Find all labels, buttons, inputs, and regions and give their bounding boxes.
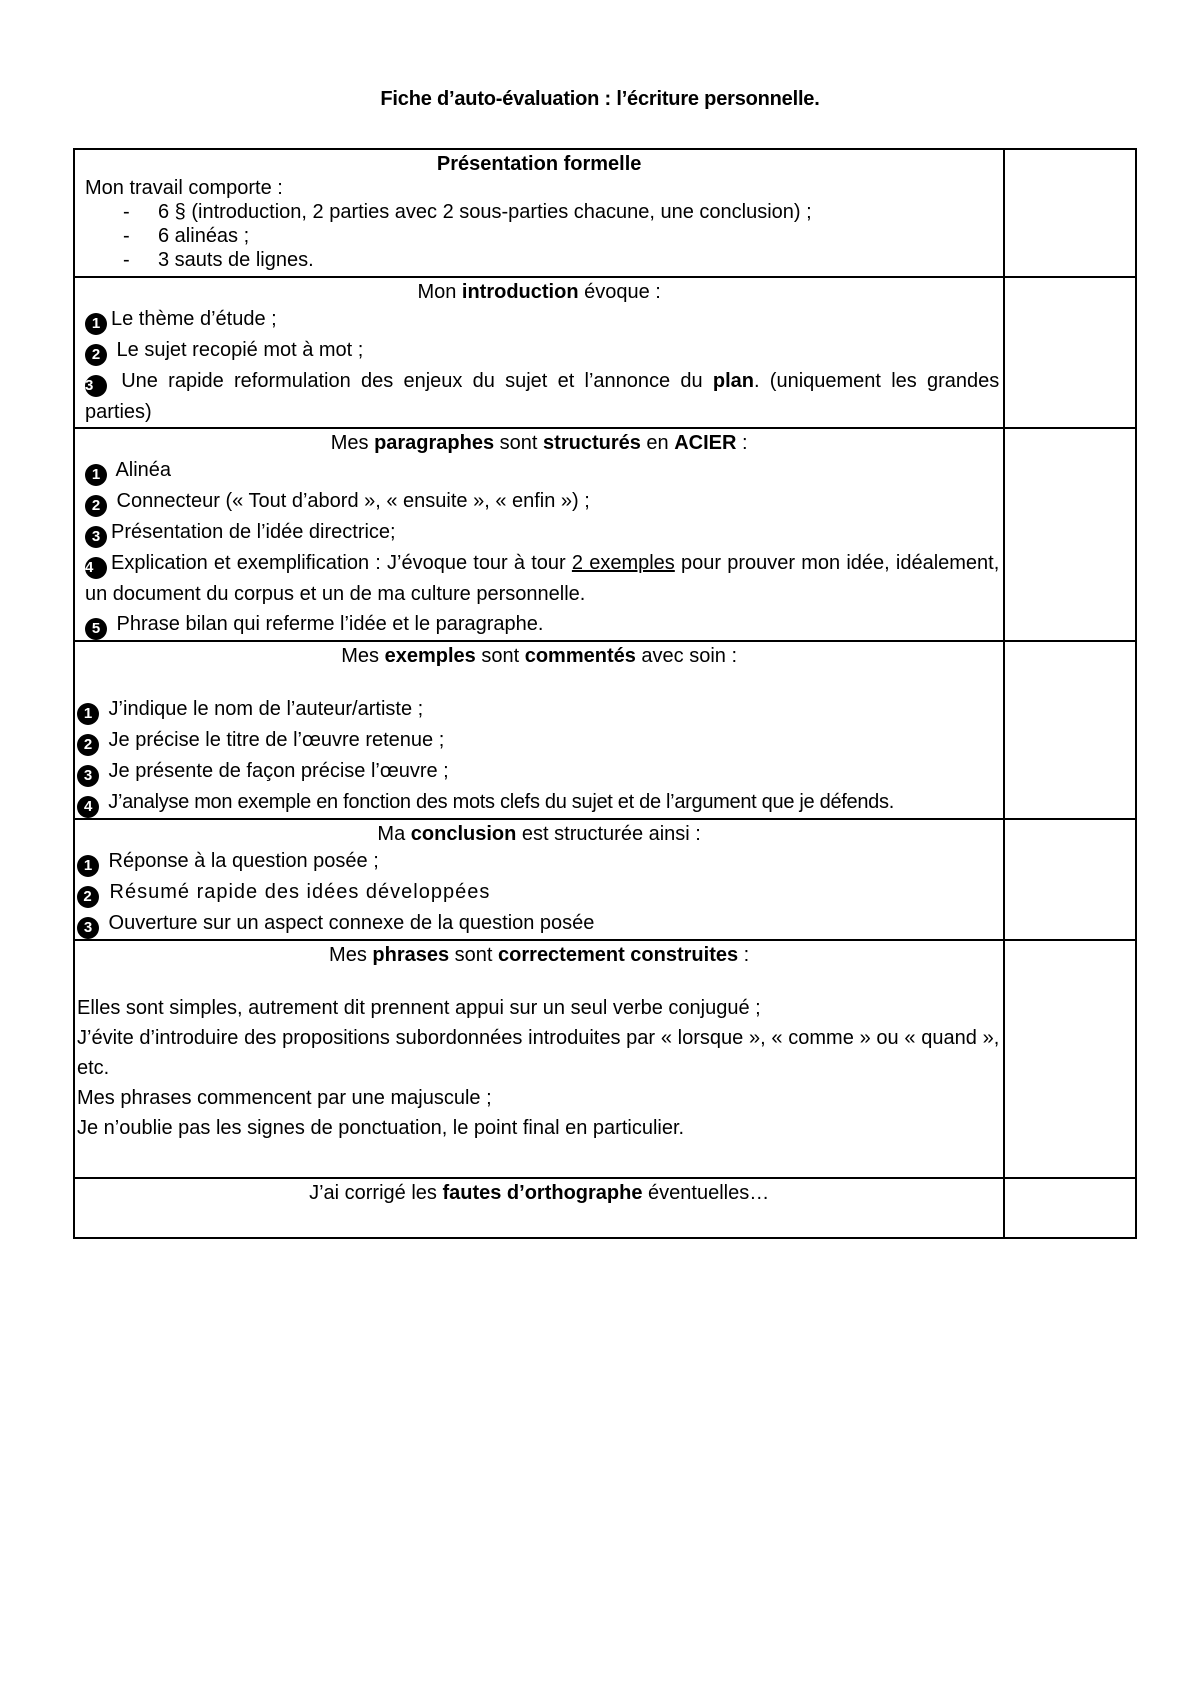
number-2-icon: 2 [85,344,107,366]
list-item: 1 Alinéa [75,455,1003,486]
table-row-examples [74,641,1136,819]
number-2-icon: 2 [77,734,99,756]
list-item: 1 Réponse à la question posée ; [75,846,1003,877]
list-item: 4 Explication et exemplification : J’évoque tour à tour 2 exemples pour prouver mon idée, idéalement, un document du corpus et un de ma culture personnelle. [85,552,1000,605]
section-heading-conclusion: Ma conclusion est structurée ainsi : [377,823,701,845]
number-3-icon: 3 [77,765,99,787]
section-heading-introduction: Mon introduction évoque : [417,281,661,303]
table-row-paragraphs [74,428,1136,641]
list-item: - 3 sauts de lignes. [123,249,314,271]
number-4-icon: 4 [77,796,99,818]
checkbox-cell-introduction[interactable] [1004,277,1136,428]
number-1-icon: 1 [85,464,107,486]
table-row-sentences [74,940,1136,1178]
table-row-presentation [74,149,1136,277]
list-item: 3 Présentation de l’idée directrice; [75,517,1003,548]
list-item: Mes phrases commencent par une majuscule ; [77,1087,492,1109]
section-heading-examples: Mes exemples sont commentés avec soin : [341,645,738,667]
section-heading-paragraphs: Mes paragraphes sont structurés en ACIER : [330,432,748,454]
list-item: 2 Connecteur (« Tout d’abord », « ensuite », « enfin ») ; [75,486,1003,517]
checkbox-cell-examples[interactable] [1004,641,1136,819]
sentences-cell [74,940,1004,1178]
list-item: J’évite d’introduire des propositions subordonnées introduites par « lorsque », « comme » ou « quand », etc. [77,1027,1000,1079]
table-row-conclusion [74,819,1136,940]
list-item: - 6 § (introduction, 2 parties avec 2 sous-parties chacune, une conclusion) ; [123,201,812,223]
spelling-cell [74,1178,1004,1238]
table-row-spelling [74,1178,1136,1238]
number-3-icon: 3 [85,526,107,548]
number-4-icon: 4 [85,557,107,579]
list-item: 4 J’analyse mon exemple en fonction des mots clefs du sujet et de l’argument que je défends. [75,787,1003,818]
number-3-icon: 3 [85,375,107,397]
number-2-icon: 2 [77,886,99,908]
checkbox-cell-paragraphs[interactable] [1004,428,1136,641]
section-heading-sentences: Mes phrases sont correctement construites : [329,944,750,966]
checkbox-cell-presentation[interactable] [1004,149,1136,277]
list-item: Je n’oublie pas les signes de ponctuation, le point final en particulier. [77,1117,685,1139]
checkbox-cell-conclusion[interactable] [1004,819,1136,940]
number-3-icon: 3 [77,917,99,939]
number-5-icon: 5 [85,618,107,640]
section-heading-spelling: J’ai corrigé les fautes d’orthographe éventuelles… [309,1182,770,1204]
list-item: 3 Une rapide reformulation des enjeux du sujet et l’annonce du plan. (uniquement les grandes parties) [85,370,1000,423]
list-item: 1 J’indique le nom de l’auteur/artiste ; [75,694,1003,725]
introduction-cell [74,277,1004,428]
list-item: 2 Je précise le titre de l’œuvre retenue ; [75,725,1003,756]
self-evaluation-table [73,148,1137,1239]
presentation-cell [74,149,1004,277]
list-item: - 6 alinéas ; [123,225,250,247]
examples-cell [74,641,1004,819]
presentation-intro: Mon travail comporte : [85,177,283,199]
list-item: 3 Ouverture sur un aspect connexe de la question posée [75,908,1003,939]
list-item: Elles sont simples, autrement dit prennent appui sur un seul verbe conjugué ; [77,997,761,1019]
list-item: 3 Je présente de façon précise l’œuvre ; [75,756,1003,787]
list-item: 1 Le thème d’étude ; [75,304,1003,335]
page-title: Fiche d’auto-évaluation : l’écriture personnelle. [380,88,820,110]
list-item: 5 Phrase bilan qui referme l’idée et le paragraphe. [75,609,1003,640]
checkbox-cell-sentences[interactable] [1004,940,1136,1178]
section-heading-presentation: Présentation formelle [436,153,642,175]
number-2-icon: 2 [85,495,107,517]
number-1-icon: 1 [77,855,99,877]
conclusion-cell [74,819,1004,940]
checkbox-cell-spelling[interactable] [1004,1178,1136,1238]
list-item: 2 Résumé rapide des idées développées [75,877,1003,908]
list-item: 2 Le sujet recopié mot à mot ; [75,335,1003,366]
number-1-icon: 1 [77,703,99,725]
paragraphs-cell [74,428,1004,641]
table-row-introduction [74,277,1136,428]
number-1-icon: 1 [85,313,107,335]
